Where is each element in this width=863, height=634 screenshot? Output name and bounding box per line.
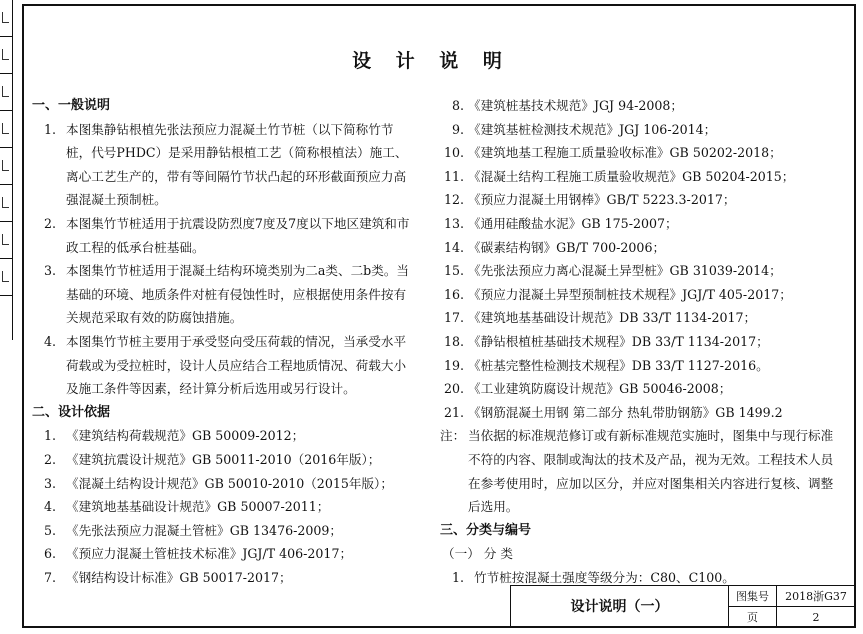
item-number: 1.: [44, 121, 57, 137]
item-text: 本图集静钻根植先张法预应力混凝土竹节桩（以下简称竹节桩，代号PHDC）是采用静钻根植工艺（简称根植法）施工、离心工艺生产的，带有等间隔竹节状凸起的环形截面预应力高强混凝土预制桩。: [66, 121, 408, 208]
right-column: [440, 94, 835, 589]
item-number: 19.: [443, 357, 464, 373]
item-text: 《建筑地基基础设计规范》DB 33/T 1134-2017；: [468, 310, 757, 326]
item-text: 《建筑结构荷载规范》GB 50009-2012；: [66, 428, 305, 444]
basis-items-left: [32, 424, 416, 589]
item-number: 2.: [44, 451, 57, 467]
title-block-title: 设计说明（一）: [511, 586, 729, 628]
list-item: [32, 424, 416, 448]
item-text: 《预应力混凝土异型预制桩技术规程》JGJ/T 405-2017；: [468, 286, 792, 302]
section-heading-general: 一、一般说明: [32, 98, 111, 113]
page-title: 设 计 说 明: [352, 50, 511, 72]
item-text: 《建筑地基工程施工质量验收标准》GB 50202-2018；: [468, 145, 782, 161]
list-item: [440, 212, 835, 236]
item-number: 11.: [443, 168, 464, 184]
list-item: [32, 330, 416, 401]
strip-cell: [0, 185, 12, 222]
list-item: [32, 259, 416, 330]
item-text: 《建筑基桩检测技术规范》JGJ 106-2014；: [468, 121, 717, 137]
item-text: 《建筑桩基技术规范》JGJ 94-2008；: [468, 98, 684, 113]
section-heading-classification: 三、分类与编号: [440, 522, 532, 538]
page-label: 页: [729, 607, 777, 628]
note-label: 注：: [440, 428, 466, 444]
list-item: [32, 448, 416, 472]
atlas-number-label: 图集号: [729, 586, 777, 607]
list-item: [440, 141, 835, 165]
item-number: 20.: [443, 381, 464, 397]
item-text: 《碳素结构钢》GB/T 700-2006；: [468, 239, 666, 255]
item-number: 5.: [44, 522, 57, 538]
item-number: 17.: [443, 310, 464, 326]
strip-cell: [0, 0, 12, 37]
strip-cell: [0, 148, 12, 185]
item-text: 《工业建筑防腐设计规范》GB 50046-2008；: [468, 381, 732, 397]
item-text: 竹节桩按混凝土强度等级分为：C80、C100。: [474, 569, 735, 585]
item-number: 12.: [443, 192, 464, 208]
list-item: [32, 472, 416, 496]
item-number: 4.: [44, 333, 57, 349]
page-number: 2: [812, 611, 820, 624]
list-item: [440, 401, 835, 425]
list-item: [32, 495, 416, 519]
section-heading-basis: 二、设计依据: [32, 404, 111, 420]
item-number: 18.: [443, 333, 464, 349]
item-text: 《预应力混凝土管桩技术标准》JGJ/T 406-2017；: [66, 546, 353, 562]
list-item: [440, 330, 835, 354]
basis-items-right: [440, 94, 835, 424]
strip-cell: [0, 111, 12, 148]
item-text: 《静钻根植桩基础技术规程》DB 33/T 1134-2017；: [468, 333, 769, 349]
item-number: 9.: [451, 121, 464, 137]
list-item: [32, 566, 416, 590]
note-block: [440, 424, 835, 518]
list-item: [440, 236, 835, 260]
strip-cell: [0, 222, 12, 259]
item-text: 本图集竹节桩适用于抗震设防烈度7度及7度以下地区建筑和市政工程的低承台桩基础。: [66, 215, 410, 255]
item-number: 2.: [44, 215, 57, 231]
strip-cell: [0, 74, 12, 111]
item-text: 《建筑抗震设计规范》GB 50011-2010（2016年版）；: [66, 451, 381, 467]
general-items: [32, 118, 416, 401]
list-item: [440, 354, 835, 378]
subsection-heading-classification: （一） 分 类: [442, 546, 513, 562]
list-item: [32, 519, 416, 543]
item-number: 3.: [44, 263, 57, 279]
item-number: 14.: [443, 239, 464, 255]
list-item: [32, 212, 416, 259]
list-item: [32, 118, 416, 212]
item-text: 《混凝土结构工程施工质量验收规范》GB 50204-2015；: [468, 168, 795, 184]
title-block: [510, 585, 856, 628]
item-number: 15.: [443, 263, 464, 279]
item-number: 8.: [451, 98, 464, 113]
list-item: [440, 165, 835, 189]
item-number: 21.: [443, 404, 464, 420]
item-text: 《建筑地基基础设计规范》GB 50007-2011；: [66, 499, 330, 515]
list-item: [32, 542, 416, 566]
item-number: 6.: [44, 546, 57, 562]
item-text: 《钢筋混凝土用钢 第二部分 热轧带肋钢筋》GB 1499.2: [468, 404, 783, 420]
item-number: 4.: [44, 499, 57, 515]
item-number: 13.: [443, 215, 464, 231]
item-number: 1.: [452, 569, 465, 585]
list-item: [440, 283, 835, 307]
item-number: 16.: [443, 286, 464, 302]
item-text: 本图集竹节桩适用于混凝土结构环境类别为二a类、二b类。当基础的环境、地质条件对桩有侵蚀性时，应根据使用条件按有关规范采取有效的防腐蚀措施。: [66, 263, 410, 326]
note-text: 当依据的标准规范修订或有新标准规范实施时，图集中与现行标准不符的内容、限制或淘汰的技术及产品，视为无效。工程技术人员在参考使用时，应加以区分，并应对图集相关内容进行复核、调整后选用。: [468, 428, 834, 515]
item-text: 《通用硅酸盐水泥》GB 175-2007；: [468, 215, 678, 231]
item-number: 3.: [44, 475, 57, 491]
item-number: 1.: [44, 428, 57, 444]
item-text: 《先张法预应力混凝土管桩》GB 13476-2009；: [66, 522, 342, 538]
atlas-number-value: 2018浙G37: [777, 586, 855, 607]
item-number: 7.: [44, 569, 57, 585]
item-text: 《桩基完整性检测技术规程》DB 33/T 1127-2016。: [468, 357, 769, 373]
list-item: [440, 188, 835, 212]
item-text: 本图集竹节桩主要用于承受竖向受压荷载的情况，当承受水平荷载或为受拉桩时，设计人员应结合工程地质情况、荷载大小及施工条件等因素，经计算分析后选用或另行设计。: [66, 333, 407, 397]
list-item: [440, 259, 835, 283]
item-text: 《先张法预应力离心混凝土异型桩》GB 31039-2014；: [468, 263, 782, 279]
item-text: 《混凝土结构设计规范》GB 50010-2010（2015年版）；: [66, 475, 393, 491]
list-item: [440, 306, 835, 330]
list-item: [440, 377, 835, 401]
list-item: [440, 118, 835, 142]
item-text: 《钢结构设计标准》GB 50017-2017；: [66, 569, 292, 585]
list-item: [440, 94, 835, 118]
strip-cell: [0, 259, 12, 296]
item-number: 10.: [443, 145, 464, 161]
item-text: 《预应力混凝土用钢棒》GB/T 5223.3-2017；: [468, 192, 736, 208]
left-column: [32, 94, 416, 589]
